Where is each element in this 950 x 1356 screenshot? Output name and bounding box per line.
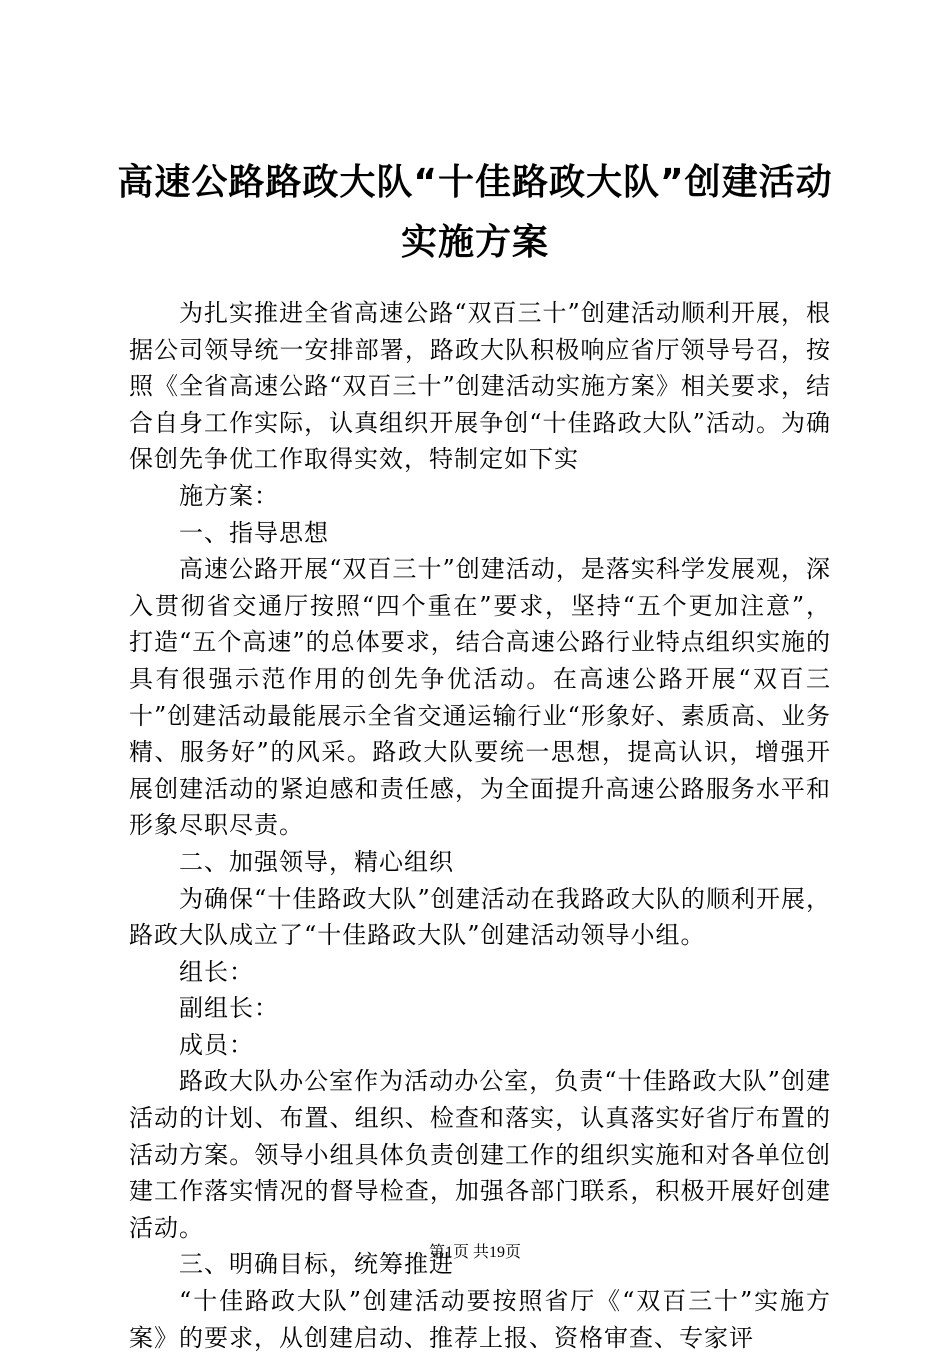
document-title-line-2: 实施方案 [400,222,549,263]
members-line: 成员： [179,1030,254,1059]
office-responsibility-paragraph: 路政大队办公室作为活动办公室，负责“十佳路政大队”创建活动的计划、布置、组织、检查和落实，认真落实好省厅布置的活动方案。领导小组具体负责创建工作的组织实施和对各单位创建工作落实情况的督导检查，加强各部门联系，积极开展好创建活动。 [129,1067,831,1242]
team-leader-line: 组长： [179,957,254,986]
section-heading-leadership: 二、加强领导，精心组织 [179,847,454,876]
leadership-paragraph: 为确保“十佳路政大队”创建活动在我路政大队的顺利开展，路政大队成立了“十佳路政大队”创建活动领导小组。 [129,884,831,950]
guiding-ideology-paragraph: 高速公路开展“双百三十”创建活动，是落实科学发展观，深入贯彻省交通厅按照“四个重在”要求，坚持“五个更加注意”，打造“五个高速”的总体要求，结合高速公路行业特点组织实施的具有很强示范作用的创先争优活动。在高速公路开展“双百三十”创建活动最能展示全省交通运输行业“形象好、素质高、业务精、服务好”的风采。路政大队要统一思想，提高认识，增强开展创建活动的紧迫感和责任感，为全面提升高速公路服务水平和形象尽职尽责。 [129,555,831,840]
document-title-line-1: 高速公路路政大队“十佳路政大队”创建活动 [117,162,833,203]
section-heading-goals: 三、明确目标，统筹推进 [179,1250,454,1279]
intro-paragraph: 为扎实推进全省高速公路“双百三十”创建活动顺利开展，根据公司领导统一安排部署，路政大队积极响应省厅领导号召，按照《全省高速公路“双百三十”创建活动实施方案》相关要求，结合自身工作实际，认真组织开展争创“十佳路政大队”活动。为确保创先争优工作取得实效，特制定如下实 [129,299,831,474]
section-heading-guiding-ideology: 一、指导思想 [179,518,329,547]
document-body [129,295,831,1356]
deputy-leader-line: 副组长： [179,994,279,1023]
page-footer: 第1页 共19页 [428,1244,521,1261]
intro-paragraph-continuation: 施方案： [179,481,279,510]
goals-paragraph: “十佳路政大队”创建活动要按照省厅《“双百三十”实施方案》的要求，从创建启动、推荐上报、资格审查、专家评 [129,1287,831,1352]
